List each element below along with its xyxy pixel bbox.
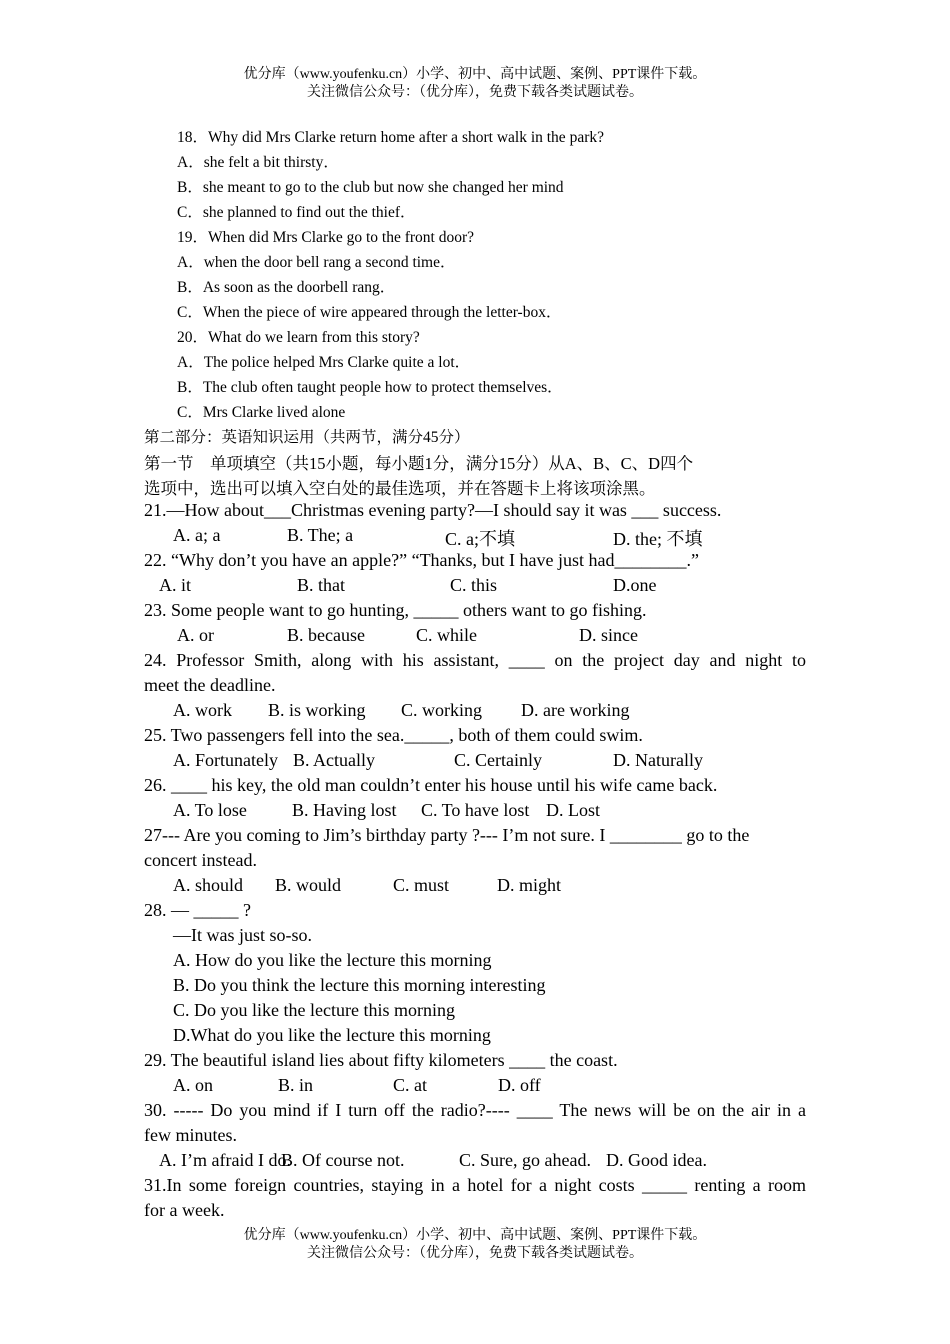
question-18: 18．Why did Mrs Clarke return home after a short walk in the park?	[177, 129, 604, 146]
option-25a: A. Fortunately	[173, 750, 278, 770]
question-30-line-2: few minutes.	[144, 1125, 237, 1145]
question-29: 29. The beautiful island lies about fifty kilometers ____ the coast.	[144, 1050, 618, 1070]
option-26c: C. To have lost	[421, 800, 530, 820]
question-31-line-1: 31.In some foreign countries, staying in a hotel for a night costs _____ renting a room	[144, 1175, 806, 1195]
option-28b: B. Do you think the lecture this morning interesting	[173, 975, 546, 995]
option-18c: C．she planned to find out the thief．	[177, 204, 416, 221]
option-25c: C. Certainly	[454, 750, 542, 770]
question-22: 22. “Why don’t you have an apple?” “Thanks, but I have just had________.”	[144, 550, 700, 570]
question-24-line-1: 24. Professor Smith, along with his assistant, ____ on the project day and night to	[144, 650, 806, 670]
footer-line-1: 优分库（www.youfenku.cn）小学、初中、高中试题、案例、PPT课件下载。	[243, 1228, 707, 1243]
option-30a: A. I’m afraid I do.	[159, 1150, 291, 1170]
question-28: 28. — _____ ?	[144, 900, 251, 920]
question-23: 23. Some people want to go hunting, _____ others want to go fishing.	[144, 600, 647, 620]
option-27b: B. would	[275, 875, 342, 895]
question-25: 25. Two passengers fell into the sea._____, both of them could swim.	[144, 725, 643, 745]
option-26a: A. To lose	[173, 800, 247, 820]
page-footer	[0, 1227, 950, 1263]
option-23c: C. while	[416, 625, 477, 645]
question-28-reply: —It was just so-so.	[173, 925, 312, 945]
option-18b: B．she meant to go to the club but now she changed her mind	[177, 179, 564, 196]
option-24d: D. are working	[521, 700, 630, 720]
question-31-line-2: for a week.	[144, 1200, 225, 1220]
option-22c: C. this	[450, 575, 498, 595]
option-21b: B. The; a	[287, 525, 354, 545]
option-19b: B．As soon as the doorbell rang．	[177, 279, 396, 296]
option-23b: B. because	[287, 625, 365, 645]
option-27c: C. must	[393, 875, 450, 895]
option-29a: A. on	[173, 1075, 213, 1095]
option-25d: D. Naturally	[613, 750, 703, 770]
option-26d: D. Lost	[546, 800, 600, 820]
option-21d: D. the; 不填	[613, 529, 703, 549]
header-line-1: 优分库（www.youfenku.cn）小学、初中、高中试题、案例、PPT课件下载。	[243, 67, 707, 82]
option-20c: C．Mrs Clarke lived alone	[177, 404, 346, 421]
option-18a: A．she felt a bit thirsty．	[177, 154, 339, 171]
option-28c: C. Do you like the lecture this morning	[173, 1000, 455, 1020]
option-29d: D. off	[498, 1075, 541, 1095]
question-24-line-2: meet the deadline.	[144, 675, 276, 695]
option-27d: D. might	[497, 875, 562, 895]
question-30-line-1: 30. ----- Do you mind if I turn off the radio?---- ____ The news will be on the air in a	[144, 1100, 806, 1120]
option-29b: B. in	[278, 1075, 314, 1095]
part-2-title: 第二部分：英语知识运用（共两节，满分45分）	[144, 429, 470, 446]
option-21c: C. a;不填	[445, 529, 515, 549]
option-20b: B．The club often taught people how to protect themselves．	[177, 379, 563, 396]
option-22a: A. it	[159, 575, 192, 595]
option-24c: C. working	[401, 700, 482, 720]
option-30d: D. Good idea.	[606, 1150, 707, 1170]
option-22d: D.one	[613, 575, 657, 595]
option-28a: A. How do you like the lecture this morning	[173, 950, 492, 970]
question-21: 21.—How about___Christmas evening party?—I should say it was ___ success.	[144, 500, 722, 520]
option-22b: B. that	[297, 575, 345, 595]
section-1-instruction-line-2: 选项中，选出可以填入空白处的最佳选项，并在答题卡上将该项涂黑。	[144, 479, 656, 498]
question-20: 20．What do we learn from this story?	[177, 329, 420, 346]
question-26: 26. ____ his key, the old man couldn’t enter his house until his wife came back.	[144, 775, 718, 795]
section-1-instruction-line-1: 第一节 单项填空（共15小题，每小题1分，满分15分）从A、B、C、D四个	[144, 454, 694, 473]
question-19: 19．When did Mrs Clarke go to the front door?	[177, 229, 475, 246]
footer-line-2: 关注微信公众号：（优分库），免费下载各类试题试卷。	[307, 1246, 643, 1261]
option-28d: D.What do you like the lecture this morning	[173, 1025, 491, 1045]
option-23d: D. since	[579, 625, 638, 645]
question-27-line-2: concert instead.	[144, 850, 257, 870]
option-24a: A. work	[173, 700, 232, 720]
option-23a: A. or	[177, 625, 214, 645]
option-24b: B. is working	[268, 700, 366, 720]
question-27-line-1: 27--- Are you coming to Jim’s birthday party ?--- I’m not sure. I ________ go to the	[144, 825, 750, 845]
option-20a: A．The police helped Mrs Clarke quite a lot．	[177, 354, 471, 371]
option-30b: B. Of course not.	[281, 1150, 405, 1170]
option-30c: C. Sure, go ahead.	[459, 1150, 591, 1170]
option-27a: A. should	[173, 875, 244, 895]
header-line-2: 关注微信公众号：（优分库），免费下载各类试题试卷。	[307, 85, 643, 100]
option-29c: C. at	[393, 1075, 427, 1095]
option-19a: A．when the door bell rang a second time．	[177, 254, 456, 271]
page-header	[0, 66, 950, 102]
option-21a: A. a; a	[173, 525, 221, 545]
option-25b: B. Actually	[293, 750, 375, 770]
option-26b: B. Having lost	[292, 800, 397, 820]
option-19c: C．When the piece of wire appeared through the letter-box．	[177, 304, 562, 321]
